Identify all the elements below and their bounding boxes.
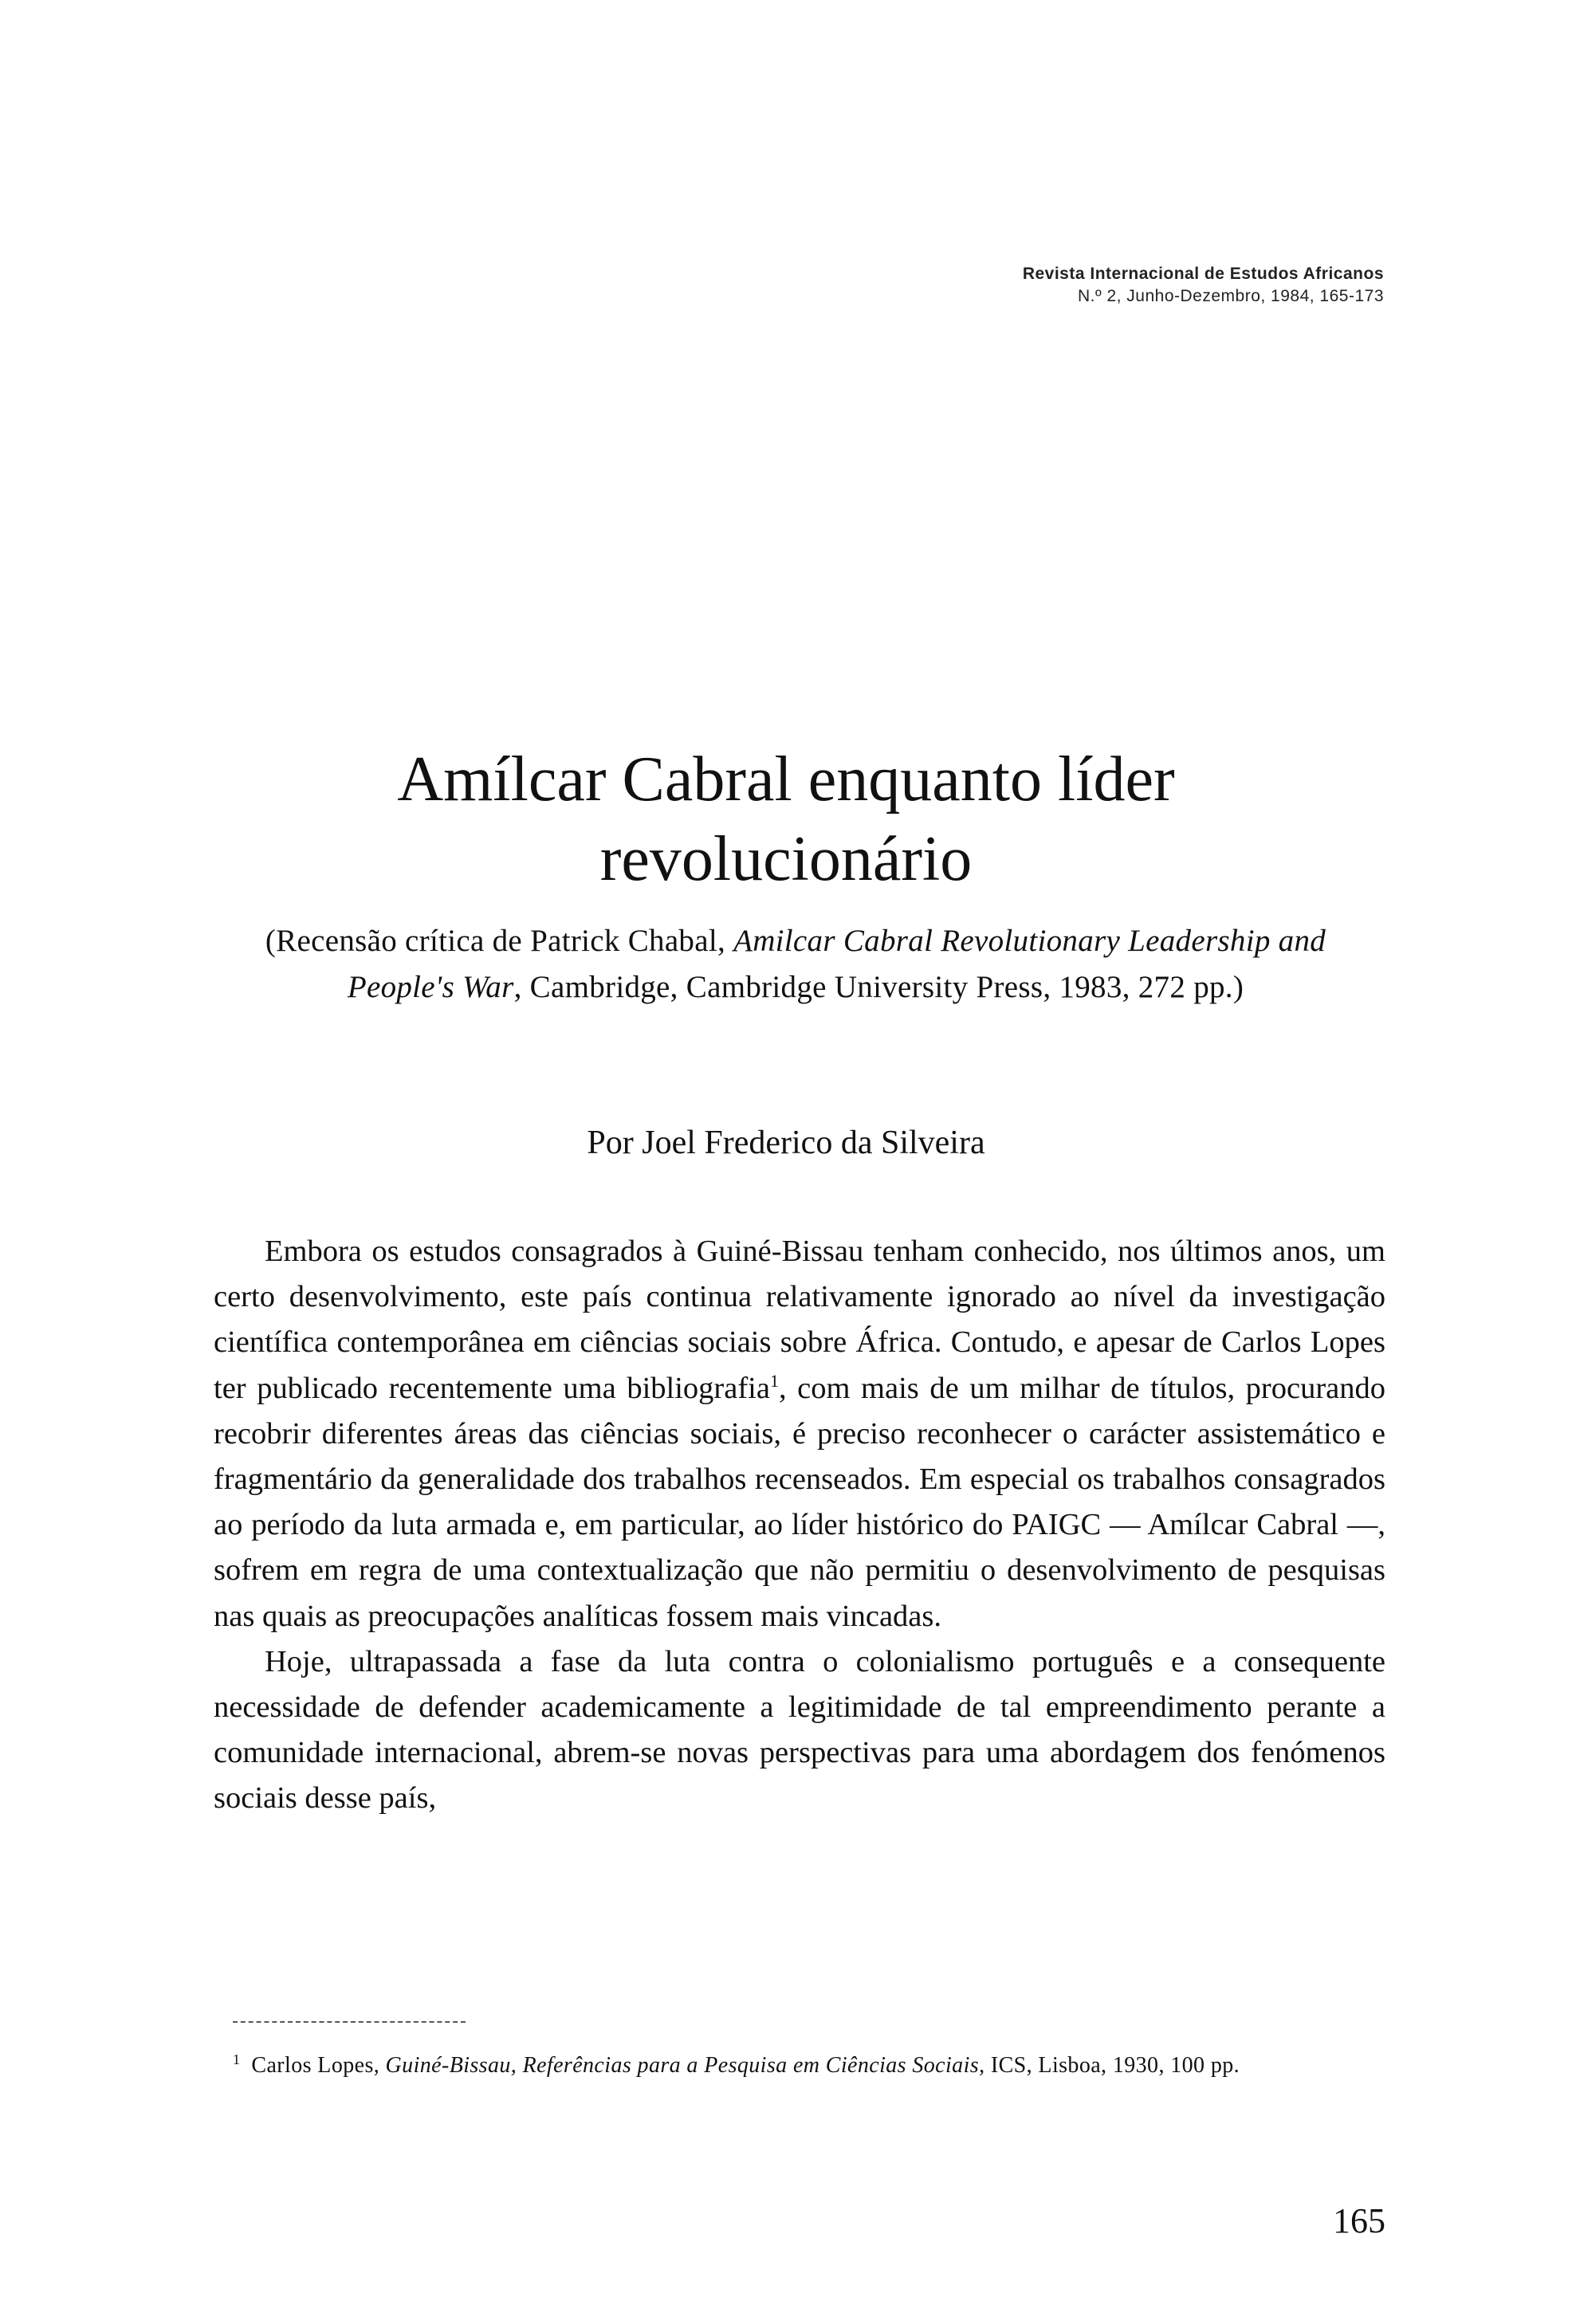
subtitle-suffix: , Cambridge, Cambridge University Press, 1983, 272 pp.) bbox=[513, 970, 1244, 1004]
footnote-details: , ICS, Lisboa, 1930, 100 pp. bbox=[979, 2053, 1240, 2078]
article-title bbox=[0, 740, 1572, 899]
footnote-title: Guiné-Bissau, Referências para a Pesquisa em Ciências Sociais bbox=[385, 2053, 980, 2078]
article-title-line2: revolucionário bbox=[599, 824, 973, 894]
author-byline: Por Joel Frederico da Silveira bbox=[587, 1125, 985, 1161]
article-title-line1: Amílcar Cabral enquanto líder bbox=[397, 744, 1175, 815]
footnote-author: Carlos Lopes, bbox=[251, 2053, 386, 2078]
journal-issue: N.º 2, Junho-Dezembro, 1984, 165-173 bbox=[1077, 287, 1384, 305]
review-subtitle bbox=[214, 918, 1377, 1011]
footnote bbox=[233, 2048, 1385, 2083]
journal-name: Revista Internacional de Estudos Africanos bbox=[1022, 265, 1384, 283]
paragraph-1-end: , com mais de um milhar de títulos, procurando recobrir diferentes áreas das ciências sociais, é preciso reconhecer o carácter assistemático e fragmentário da generalidade dos trabalhos recenseados. Em especial os trabalhos consagrados ao período da luta armada e, em particular, ao líder histórico do PAIGC — Amílcar Cabral —, sofrem em regra de uma contextualização que não permitiu o desenvolvimento de pesquisas nas quais as preocupações analíticas fossem mais vincadas. bbox=[214, 1371, 1385, 1633]
paragraph-1 bbox=[214, 1229, 1385, 1639]
paragraph-2: Hoje, ultrapassada a fase da luta contra o colonialismo português e a consequente necessidade de defender academicamente a legitimidade de tal empreendimento perante a comunidade internacional, abrem-se novas perspectivas para uma abordagem dos fenómenos sociais desse país, bbox=[214, 1644, 1385, 1816]
subtitle-prefix: (Recensão crítica de Patrick Chabal, bbox=[265, 924, 734, 958]
paragraph-1-start: Embora os estudos consagrados à Guiné-Bissau tenham conhecido, nos últimos anos, um certo desenvolvimento, este país continua relativamente ignorado ao nível da investigação científica contemporânea em ciências sociais sobre África. Contudo, e apesar de Carlos Lopes ter publicado recentemente uma bibliografia bbox=[214, 1235, 1385, 1405]
journal-header bbox=[1023, 263, 1384, 308]
footnote-reference: 1 bbox=[769, 1370, 779, 1391]
footnote-divider bbox=[233, 2021, 466, 2023]
reviewed-book-title: Amilcar Cabral Revolutionary Leadership and People's War bbox=[347, 924, 1326, 1004]
article-body bbox=[214, 1229, 1385, 1822]
page-number: 165 bbox=[1333, 2201, 1385, 2240]
footnote-number: 1 bbox=[233, 2051, 241, 2067]
